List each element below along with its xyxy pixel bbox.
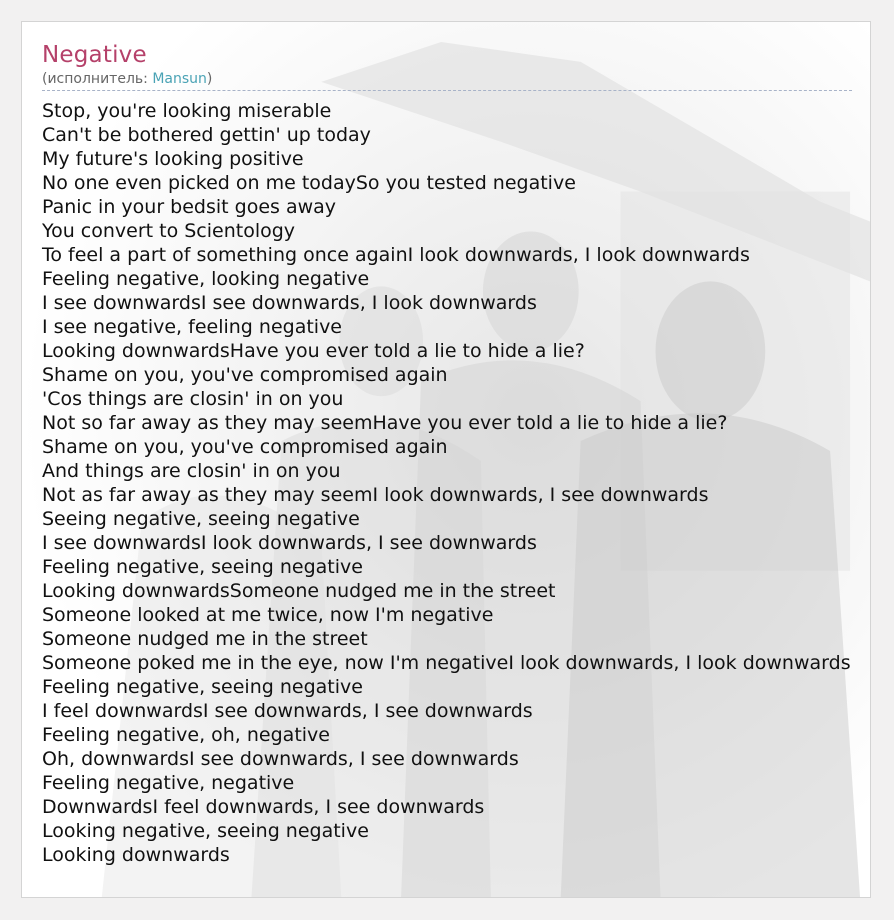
lyric-line: You convert to Scientology bbox=[42, 220, 296, 242]
lyric-line: Feeling negative, negative bbox=[42, 772, 295, 794]
lyric-line: Looking downwards bbox=[42, 844, 230, 866]
artist-link[interactable]: Mansun bbox=[152, 71, 207, 87]
song-title: Negative bbox=[42, 42, 147, 68]
lyric-line: Panic in your bedsit goes away bbox=[42, 196, 337, 218]
lyric-line: Looking negative, seeing negative bbox=[42, 820, 369, 842]
lyric-line: I see negative, feeling negative bbox=[42, 316, 343, 338]
lyric-line: I feel downwardsI see downwards, I see downwards bbox=[42, 700, 533, 722]
lyric-line: And things are closin' in on you bbox=[42, 460, 341, 482]
lyric-line: Looking downwardsHave you ever told a lie to hide a lie? bbox=[42, 340, 585, 362]
lyric-line: I see downwardsI see downwards, I look downwards bbox=[42, 292, 537, 314]
lyric-line: Seeing negative, seeing negative bbox=[42, 508, 360, 530]
artist-prefix: (исполнитель: bbox=[42, 71, 153, 87]
lyric-line: Someone poked me in the eye, now I'm negativeI look downwards, I look downwards bbox=[42, 652, 851, 674]
lyric-line: Feeling negative, seeing negative bbox=[42, 556, 363, 578]
artist-suffix: ) bbox=[206, 71, 213, 87]
lyric-line: Someone nudged me in the street bbox=[42, 628, 368, 650]
song-content bbox=[42, 40, 870, 867]
lyric-line: Not as far away as they may seemI look downwards, I see downwards bbox=[42, 484, 709, 506]
artist-line bbox=[42, 70, 870, 88]
title-divider bbox=[42, 90, 852, 91]
lyric-line: My future's looking positive bbox=[42, 148, 304, 170]
lyric-line: Someone looked at me twice, now I'm negative bbox=[42, 604, 494, 626]
lyric-line: DownwardsI feel downwards, I see downwards bbox=[42, 796, 485, 818]
lyric-line: Shame on you, you've compromised again bbox=[42, 364, 448, 386]
lyric-line: Oh, downwardsI see downwards, I see downwards bbox=[42, 748, 519, 770]
lyric-line: Not so far away as they may seemHave you ever told a lie to hide a lie? bbox=[42, 412, 728, 434]
lyric-line: Looking downwardsSomeone nudged me in the street bbox=[42, 580, 556, 602]
lyric-line: Feeling negative, oh, negative bbox=[42, 724, 330, 746]
lyrics-card bbox=[21, 21, 871, 898]
lyric-line: Stop, you're looking miserable bbox=[42, 100, 332, 122]
lyric-line: No one even picked on me todaySo you tested negative bbox=[42, 172, 576, 194]
lyric-line: Feeling negative, looking negative bbox=[42, 268, 370, 290]
lyric-line: Feeling negative, seeing negative bbox=[42, 676, 363, 698]
lyric-line: Can't be bothered gettin' up today bbox=[42, 124, 371, 146]
lyric-line: 'Cos things are closin' in on you bbox=[42, 388, 344, 410]
lyrics-body bbox=[42, 99, 870, 867]
lyric-line: To feel a part of something once againI look downwards, I look downwards bbox=[42, 244, 750, 266]
lyric-line: Shame on you, you've compromised again bbox=[42, 436, 448, 458]
lyric-line: I see downwardsI look downwards, I see downwards bbox=[42, 532, 537, 554]
